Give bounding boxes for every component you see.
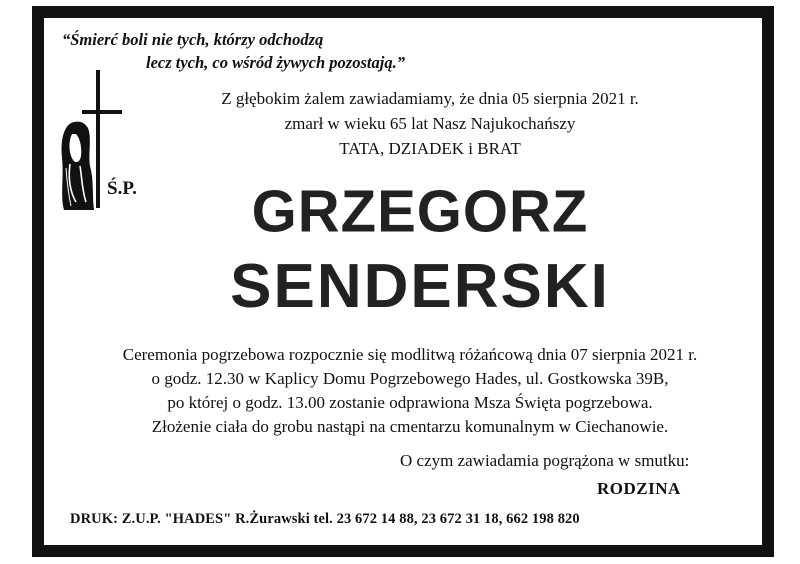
announcement bbox=[150, 86, 710, 161]
announcement-line-1: Z głębokim żalem zawiadamiamy, że dnia 05 sierpnia 2021 r. bbox=[221, 89, 639, 108]
ceremony-line-1: Ceremonia pogrzebowa rozpocznie się modlitwą różańcową dnia 07 sierpnia 2021 r. bbox=[122, 345, 698, 364]
announcement-line-3: TATA, DZIADEK i BRAT bbox=[339, 139, 521, 158]
quote-line-2: lecz tych, co wśród żywych pozostają.” bbox=[146, 53, 405, 72]
ceremony-line-4: Złożenie ciała do grobu nastąpi na cmentarzu komunalnym w Ciechanowie. bbox=[151, 417, 669, 436]
sp-abbreviation: Ś.P. bbox=[107, 178, 137, 199]
deceased-first-name: GRZEGORZ bbox=[251, 178, 589, 245]
epigraph-quote bbox=[62, 28, 502, 74]
announcement-line-2: zmarł w wieku 65 lat Nasz Najukochańszy bbox=[284, 114, 576, 133]
ceremony-details bbox=[60, 343, 760, 439]
deceased-last-name: SENDERSKI bbox=[230, 252, 610, 321]
ceremony-line-3: po której o godz. 13.00 zostanie odprawiona Msza Święta pogrzebowa. bbox=[167, 393, 653, 412]
family-signature: RODZINA bbox=[597, 479, 681, 498]
print-credit: DRUK: Z.U.P. "HADES" R.Żurawski tel. 23 672 14 88, 23 672 31 18, 662 198 820 bbox=[70, 511, 580, 527]
ceremony-line-2: o godz. 12.30 w Kaplicy Domu Pogrzebowego Hades, ul. Gostkowska 39B, bbox=[151, 369, 669, 388]
closing-text: O czym zawiadamia pogrążona w smutku: bbox=[400, 451, 690, 470]
quote-line-1: “Śmierć boli nie tych, którzy odchodzą bbox=[62, 30, 324, 49]
